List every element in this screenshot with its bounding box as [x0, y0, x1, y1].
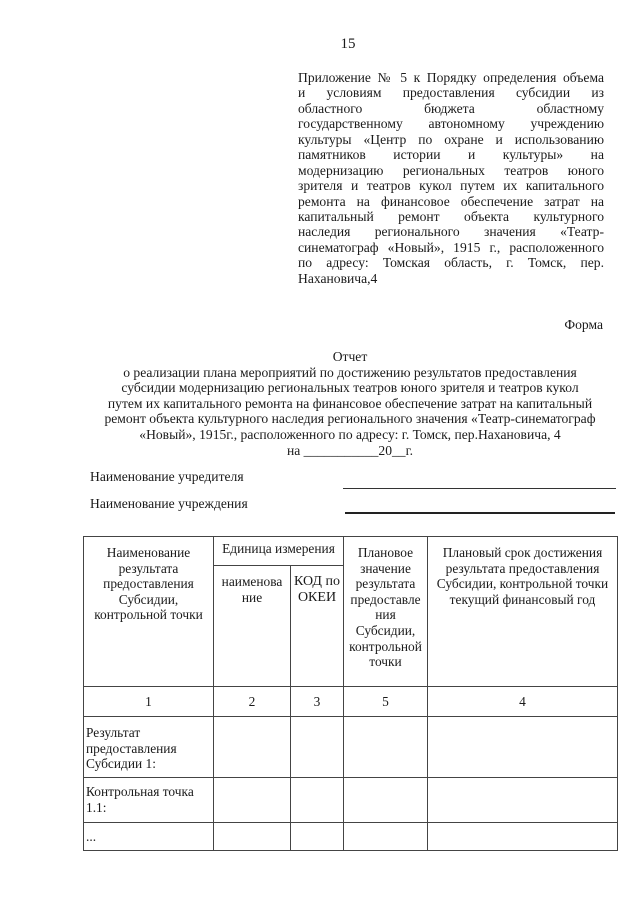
report-date-line: на ___________20__г. — [286, 442, 414, 458]
row-label: Контрольная точка 1.1: — [84, 778, 214, 823]
header-planned-date: Плановый срок достижения результата предоставления Субсидии, контрольной точки текущий финансовый год — [428, 537, 618, 687]
header-unit-name: наименова ние — [214, 566, 291, 687]
table-cell[interactable] — [214, 717, 291, 778]
appendix-line: модернизацию региональных театров юного — [298, 162, 604, 178]
column-number: 3 — [291, 687, 344, 717]
table-cell[interactable] — [344, 717, 428, 778]
appendix-line: капитальный ремонт объекта культурного — [298, 208, 604, 224]
founder-field[interactable] — [343, 488, 616, 489]
table-cell[interactable] — [291, 823, 344, 851]
founder-label: Наименование учредителя — [90, 469, 244, 484]
report-line: о реализации плана мероприятий по достижению результатов предоставления — [123, 364, 577, 380]
institution-label: Наименование учреждения — [90, 496, 248, 511]
appendix-line: Нахановича,4 — [298, 270, 378, 286]
report-heading — [90, 349, 610, 458]
table-cell[interactable] — [291, 778, 344, 823]
appendix-reference — [298, 70, 604, 286]
appendix-line: культуры «Центр по охране и использованию — [298, 131, 604, 147]
results-table — [83, 536, 618, 851]
table-cell[interactable] — [344, 823, 428, 851]
header-unit-group: Единица измерения — [214, 537, 344, 566]
table-cell[interactable] — [344, 778, 428, 823]
appendix-line: зрителя и театров кукол путем их капитального — [298, 178, 604, 194]
report-line: путем их капитального ремонта на финансовое обеспечение затрат на капитальный — [107, 395, 593, 411]
report-line: ремонт объекта культурного наследия регионального значения «Театр-синематограф — [104, 411, 596, 427]
appendix-line: по адресу: Томская область, г. Томск, пер. — [298, 255, 604, 271]
page-number: 15 — [340, 36, 356, 52]
report-line: «Новый», 1915г., расположенного по адресу: г. Томск, пер.Нахановича, 4 — [139, 426, 561, 442]
table-cell[interactable] — [428, 717, 618, 778]
header-unit-code: КОД по ОКЕИ — [291, 566, 344, 687]
table-row — [84, 823, 618, 851]
column-number: 1 — [84, 687, 214, 717]
appendix-line: государственному автономному учреждению — [298, 116, 604, 132]
header-result-name: Наименование результата предоставления Субсидии, контрольной точки — [84, 537, 214, 687]
appendix-line: памятников истории и культуры» на — [298, 147, 604, 163]
table-row — [84, 717, 618, 778]
appendix-line: ремонта на финансовое обеспечение затрат на — [298, 193, 604, 209]
appendix-line: Приложение № 5 к Порядку определения объема — [298, 70, 604, 85]
appendix-line: синематограф «Новый», 1915 г., расположенного — [298, 239, 604, 255]
table-cell[interactable] — [428, 823, 618, 851]
table-row — [84, 778, 618, 823]
row-label: Результат предоставления Субсидии 1: — [84, 717, 214, 778]
column-number: 4 — [428, 687, 618, 717]
report-line: субсидии модернизацию региональных театров юного зрителя и театров кукол — [121, 380, 579, 396]
report-title: Отчет — [332, 349, 368, 364]
row-label: ... — [84, 823, 214, 851]
column-number: 2 — [214, 687, 291, 717]
header-planned-value: Плановое значение результата предоставле ния Субсидии, контрольной точки — [344, 537, 428, 687]
table-cell[interactable] — [214, 778, 291, 823]
appendix-line: областного бюджета областному — [298, 100, 604, 116]
form-label: Форма — [564, 317, 603, 332]
appendix-line: наследия регионального значения «Театр- — [298, 224, 604, 240]
table-cell[interactable] — [214, 823, 291, 851]
appendix-line: и условиям предоставления субсидии из — [298, 85, 604, 101]
institution-field[interactable] — [345, 512, 615, 514]
table-cell[interactable] — [291, 717, 344, 778]
column-number: 5 — [344, 687, 428, 717]
table-cell[interactable] — [428, 778, 618, 823]
